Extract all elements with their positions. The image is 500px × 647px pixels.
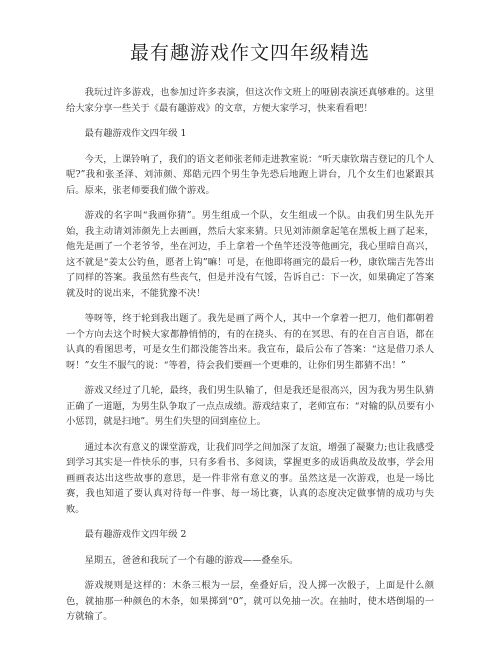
section-1-paragraph-4: 游戏又经过了几轮，最终，我们男生队输了，但是我还是很高兴，因为我为男生队猜正确了一道题，为男生队争取了一点点成绩。游戏结束了，老师宣布：“对输的队员要有小小惩罚，就是扫地”。男生们失望的回到座位上。 [66, 385, 434, 427]
section-1-paragraph-5: 通过本次有意义的课堂游戏，让我们同学之间加深了友谊，增强了凝聚力;也让我感受到学习其实是一件快乐的事，只有多看书、多阅读，掌握更多的成语典故及故事，学会用画画表达出这些故事的意思，是一件非常有意义的事。虽然这是一次游戏，也是一场比赛，我也知道了要认真对待每一件事、每一场比赛，认真的态度决定做事情的成功与失败。 [66, 441, 434, 515]
document-title: 最有趣游戏作文四年级精选 [129, 42, 370, 64]
intro-paragraph: 我玩过许多游戏，也参加过许多表演，但这次作文班上的哑剧表演还真够难的。这里给大家分享一些关于《最有趣游戏》的文章，方便大家学习，快来看看吧！ [66, 87, 434, 114]
section-1-heading: 最有趣游戏作文四年级 1 [84, 128, 187, 139]
section-2-paragraph-1: 星期五，爸爸和我玩了一个有趣的游戏——叠垒乐。 [84, 554, 299, 566]
section-1-paragraph-2: 游戏的名字叫“我画你猜”。男生组成一个队，女生组成一个队。由我们男生队先开始，我主动请刘沛颜先上去画画，然后大家来猜。只见刘沛颜拿起笔在黑板上画了起来，他先是画了一个老爷爷，坐在河边，手上拿着一个鱼竿还没等他画完，我心里暗自高兴，这不就是“姜太公钓鱼，愿者上钩”嘛！可是，在他即将画完的最后一秒，康钦瑞吉先答出了同样的答案。我虽然有些丧气，但是并没有气馁，告诉自己：下一次，如果确定了答案就及时的说出来，不能犹豫不决！ [66, 210, 434, 299]
section-2-paragraph-2: 游戏规则是这样的：木条三根为一层，垒叠好后，没人掷一次骰子，上面是什么颜色，就抽那一种颜色的木条，如果掷到“0”，就可以免抽一次。在抽时，使木塔倒塌的一方就输了。 [66, 580, 434, 622]
section-1-paragraph-3: 等呀等，终于轮到我出题了。我先是画了两个人，其中一个拿着一把刀，他们都朝着一个方向去这个时候大家都静悄悄的，有的在挠头、有的在冥思、有的在自言自语，都在认真的看图思考，可是女生们都没能答出来。我宣布，最后公布了答案：“这是借刀杀人呀！”女生不服气的说：“等着，待会我们要画一个更难的，让你们男生都猜不出！” [66, 313, 434, 371]
section-1-paragraph-1: 今天，上课铃响了，我们的语文老师张老师走进教室说：“听天康钦瑞吉登记的几个人呢?”我和张圣泽、刘沛颜、郑皓元四个男生争先恐后地跑上讲台，几个女生们也紧跟其后。原来，张老师要我们做个游戏。 [66, 153, 434, 196]
section-2-heading: 最有趣游戏作文四年级 2 [84, 529, 187, 540]
